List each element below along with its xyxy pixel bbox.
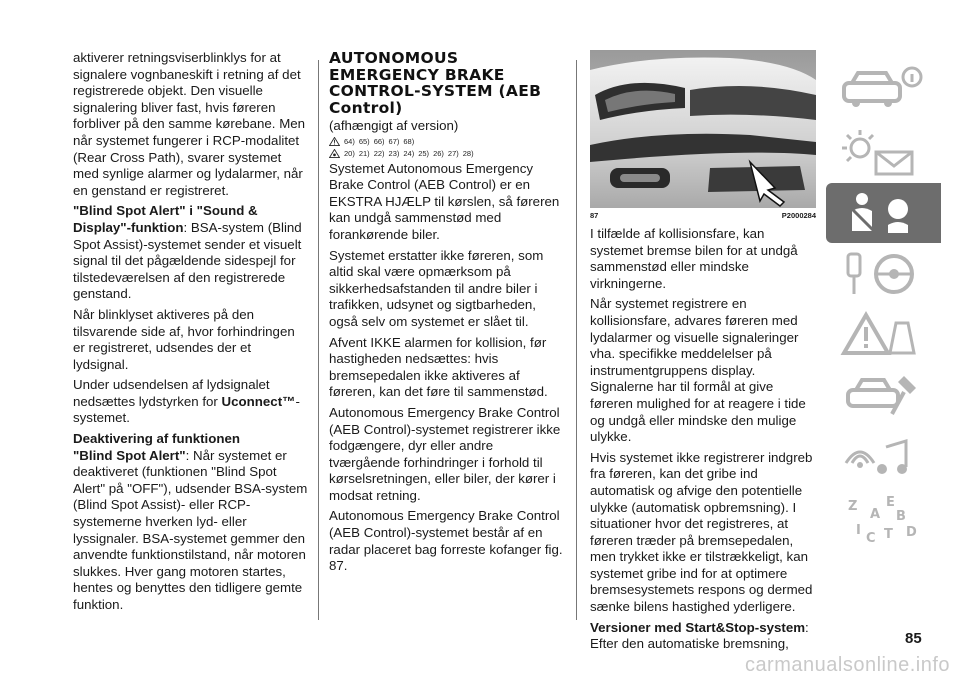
paragraph-text: : BSA-system (Blind Spot Assist)-systemet sender et visuelt signal til det pågældende sidespejl for tilstedeværelsen af den registrerede genstand. — [73, 219, 302, 302]
tab-emergency[interactable] — [826, 305, 941, 365]
warning-ref-list — [344, 137, 418, 146]
paragraph-text: Under udsendelsen af lydsignalet nedsættes lydstyrken for — [73, 377, 270, 409]
ref-number[interactable]: 24) — [403, 148, 415, 158]
figure-code: P2000284 — [781, 211, 816, 220]
paragraph: Hvis systemet ikke registrerer indgreb fra føreren, kan det gribe ind automatisk og afvige den potentielle ulykke (automatisk opbremsning). I situationer hvor det registreres, at føreren træder på bremsepedalen, men trykket ikke er tilstrækkeligt, kan systemet gribe ind for at optimere bremsesystemets respons og dermed sænke bilens hastighed yderligere. — [590, 449, 813, 615]
paragraph: Autonomous Emergency Brake Control (AEB Control)-systemet registrerer ikke fodgængere, dyr eller andre tværgående forhindringer i forhold til kørselsretningen, eller biler, der kører i modsat retning. — [329, 404, 561, 503]
paragraph-text: -systemet. — [73, 393, 300, 426]
paragraph: Autonomous Emergency Brake Control (AEB Control)-systemet består af en radar placeret bag forreste kofanger fig. 87. — [329, 508, 563, 574]
figure-number: 87 — [590, 211, 599, 220]
multimedia-icon — [826, 427, 941, 487]
subheading-text: Versioner med Start&Stop-system — [590, 619, 806, 635]
car-info-icon — [826, 61, 941, 121]
paragraph — [73, 203, 309, 303]
chapter-tabs — [826, 61, 941, 549]
warning-road-icon — [826, 305, 941, 365]
paragraph: Systemet erstatter ikke føreren, som altid skal være opmærksom på sikkerhedsafstanden til andre biler i trafikken, udsynet og sigtbarheden, også selv om systemet er slået til. — [329, 247, 544, 329]
title-line: AUTONOMOUS — [329, 49, 459, 67]
ref-number[interactable]: 67) — [388, 136, 400, 146]
title-line: Control) — [329, 98, 403, 117]
ref-number[interactable]: 64) — [344, 136, 355, 146]
column-left — [73, 50, 309, 618]
paragraph — [73, 448, 309, 614]
warning-refs — [329, 137, 565, 146]
paragraph — [73, 377, 309, 427]
ref-number[interactable]: 65) — [358, 136, 370, 146]
key-steering-icon — [826, 244, 941, 304]
ref-number[interactable]: 20) — [344, 148, 355, 158]
column-middle — [329, 50, 565, 579]
note-refs — [329, 149, 565, 158]
tab-multimedia[interactable] — [826, 427, 941, 487]
ref-number[interactable]: 68) — [403, 136, 415, 146]
ref-number[interactable]: 25) — [418, 148, 430, 158]
index-letter: A — [870, 507, 881, 522]
column-right — [590, 50, 816, 657]
function-label: "Blind Spot Alert" — [73, 447, 186, 463]
ref-number[interactable]: 22) — [373, 148, 385, 158]
note-ref-list — [344, 149, 478, 158]
title-line: EMERGENCY BRAKE — [329, 65, 505, 84]
paragraph: Efter den automatiske bremsning, — [590, 636, 789, 652]
index-letter: D — [906, 525, 917, 540]
column-divider — [576, 60, 577, 620]
tools-car-icon — [826, 366, 941, 426]
caution-icon — [329, 149, 340, 158]
subheading-colon: : — [805, 619, 809, 635]
index-letter: C — [866, 531, 876, 546]
section-title — [329, 50, 565, 116]
tab-safety[interactable] — [826, 183, 941, 243]
paragraph: Systemet Autonomous Emergency Brake Control (AEB Control) er en EKSTRA HJÆLP til kørslen, så føreren kan undgå sammenstød med forankørende biler. — [329, 160, 560, 242]
ref-number[interactable]: 66) — [373, 136, 385, 146]
ref-number[interactable]: 27) — [447, 148, 459, 158]
column-divider — [318, 60, 319, 620]
tab-starting-driving[interactable] — [826, 244, 941, 304]
ref-number[interactable]: 28) — [462, 148, 474, 158]
index-letters-icon — [826, 488, 941, 548]
index-letter: E — [886, 495, 895, 510]
car-front-illustration — [590, 50, 816, 208]
uconnect-label: Uconnect™ — [221, 393, 296, 409]
tab-car-info[interactable] — [826, 61, 941, 121]
paragraph: Afvent IKKE alarmen for kollision, før hastigheden nedsættes: hvis bremsepedalen ikke aktiveres af føreren, kan det føre til sammenstød. — [329, 334, 548, 400]
tab-index[interactable] — [826, 488, 941, 548]
tab-maintenance[interactable] — [826, 366, 941, 426]
index-letter: B — [896, 509, 906, 524]
warning-triangle-icon — [329, 137, 340, 146]
paragraph: I tilfælde af kollisionsfare, kan systemet bremse bilen for at undgå sammenstød eller mindske virkningerne. — [590, 226, 798, 291]
ref-number[interactable]: 23) — [388, 148, 400, 158]
title-line: CONTROL-SYSTEM (AEB — [329, 82, 542, 100]
paragraph: aktiverer retningsviserblinklys for at signalere vognbaneskift i retning af det registrerede objekt. Den visuelle signalering bliver fast, hvis føreren forbliver på den samme kørebane. Men når systemet fungerer i RCP-modalitet (Rear Cross Path), svarer systemet med synlige alarmer og lydalarmer, når en genstand er registreret. — [73, 50, 306, 198]
subheading-deactivation: Deaktivering af funktionen — [73, 431, 240, 447]
figure-car-front-radar — [590, 50, 816, 208]
subheading-startstop — [590, 620, 816, 637]
index-letter: T — [884, 527, 893, 542]
paragraph: Når blinklyset aktiveres på den tilsvarende side af, hvor forhindringen er registreret, udsendes der et lydsignal. — [73, 306, 295, 372]
sun-envelope-icon — [826, 122, 941, 182]
index-letter: I — [856, 523, 861, 538]
index-letter: Z — [848, 499, 858, 514]
paragraph-text: : Når systemet er deaktiveret (funktionen "Blind Spot Alert" på "OFF"), udsender BSA-system (Blind Spot Assist)- eller RCP-systemerne hverken lyd- eller lyssignaler. BSA-systemet gemmer den anvendte funktionstilstand, når motoren slukkes. Hver gang motoren startes, hentes og benyttes den tidligere gemte funktion. — [73, 447, 308, 612]
ref-number[interactable]: 26) — [433, 148, 444, 158]
function-label: "Blind Spot Alert" i "Sound & Display"-funktion — [73, 203, 258, 235]
paragraph: Når systemet registrere en kollisionsfare, advares føreren med lydalarmer og visuelle signaleringer vha. specifikke meddelelser på instrumentgruppens display. Signalerne har til formål at give føreren mulighed for at reagere i tide og undgå eller mindske den mulige ulykke. — [590, 296, 806, 445]
watermark: carmanualsonline.info — [744, 654, 950, 676]
page-number: 85 — [905, 630, 922, 647]
tab-lights-messages[interactable] — [826, 122, 941, 182]
figure-caption — [590, 211, 816, 220]
seatbelt-airbag-icon — [826, 183, 941, 243]
ref-number[interactable]: 21) — [358, 148, 370, 158]
version-note: (afhængigt af version) — [329, 118, 459, 133]
